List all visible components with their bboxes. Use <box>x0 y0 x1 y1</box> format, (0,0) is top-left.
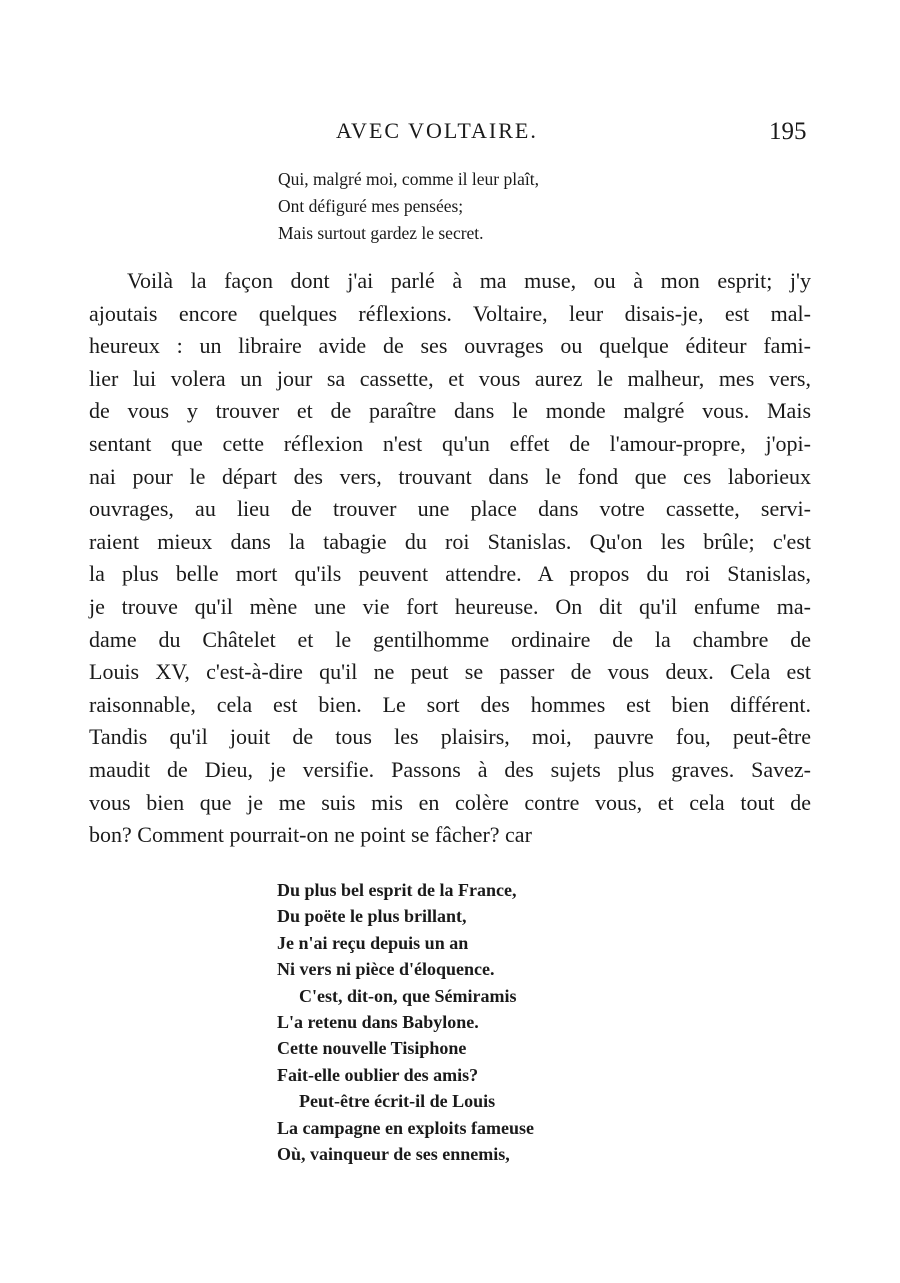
verse-line: C'est, dit-on, que Sémiramis <box>299 985 517 1006</box>
prose-line: raient mieux dans la tabagie du roi Stanislas. Qu'on les brûle; c'est <box>89 528 811 554</box>
prose-line: Voilà la façon dont j'ai parlé à ma muse, ou à mon esprit; j'y <box>127 268 811 293</box>
verse-line: Ont défiguré mes pensées; <box>278 196 464 216</box>
prose-line: je trouve qu'il mène une vie fort heureuse. On dit qu'il enfume ma- <box>89 593 811 619</box>
verse-stanza-top <box>278 166 539 247</box>
verse-line: Mais surtout gardez le secret. <box>278 223 484 243</box>
prose-line: la plus belle mort qu'ils peuvent attendre. A propos du roi Stanislas, <box>89 561 811 587</box>
prose-line: ajoutais encore quelques réflexions. Voltaire, leur disais-je, est mal- <box>89 300 811 326</box>
verse-line: Peut-être écrit-il de Louis <box>299 1091 496 1112</box>
prose-line: bon? Comment pourrait-on ne point se fâcher? car <box>89 822 532 848</box>
verse-line: La campagne en exploits fameuse <box>277 1117 534 1138</box>
verse-line: L'a retenu dans Babylone. <box>277 1012 479 1033</box>
prose-line: raisonnable, cela est bien. Le sort des hommes est bien différent. <box>89 691 811 717</box>
page-number: 195 <box>769 118 807 145</box>
running-title: AVEC VOLTAIRE. <box>336 118 538 143</box>
prose-line: ouvrages, au lieu de trouver une place dans votre cassette, servi- <box>89 496 811 522</box>
verse-stanza-bottom <box>277 877 534 1167</box>
verse-line: Où, vainqueur de ses ennemis, <box>277 1144 510 1165</box>
verse-line: Cette nouvelle Tisiphone <box>277 1038 467 1059</box>
prose-line: sentant que cette réflexion n'est qu'un effet de l'amour-propre, j'opi- <box>89 430 811 456</box>
verse-line: Du poëte le plus brillant, <box>277 906 467 927</box>
verse-line: Du plus bel esprit de la France, <box>277 880 517 900</box>
verse-line: Qui, malgré moi, comme il leur plaît, <box>278 169 539 189</box>
prose-line: lier lui volera un jour sa cassette, et vous aurez le malheur, mes vers, <box>89 365 811 391</box>
running-head <box>0 118 900 154</box>
prose-line: nai pour le départ des vers, trouvant dans le fond que ces laborieux <box>89 463 811 489</box>
prose-paragraph <box>89 265 811 852</box>
prose-line: dame du Châtelet et le gentilhomme ordinaire de la chambre de <box>89 626 811 652</box>
prose-line: vous bien que je me suis mis en colère contre vous, et cela tout de <box>89 789 811 815</box>
prose-line: maudit de Dieu, je versifie. Passons à des sujets plus graves. Savez- <box>89 756 811 782</box>
verse-line: Fait-elle oublier des amis? <box>277 1064 479 1085</box>
prose-line: heureux : un libraire avide de ses ouvrages ou quelque éditeur fami- <box>89 333 811 359</box>
prose-line: Louis XV, c'est-à-dire qu'il ne peut se passer de vous deux. Cela est <box>89 659 811 685</box>
verse-line: Je n'ai reçu depuis un an <box>277 932 469 953</box>
verse-line: Ni vers ni pièce d'éloquence. <box>277 959 495 980</box>
prose-line: Tandis qu'il jouit de tous les plaisirs, moi, pauvre fou, peut-être <box>89 724 811 750</box>
prose-line: de vous y trouver et de paraître dans le monde malgré vous. Mais <box>89 398 811 424</box>
